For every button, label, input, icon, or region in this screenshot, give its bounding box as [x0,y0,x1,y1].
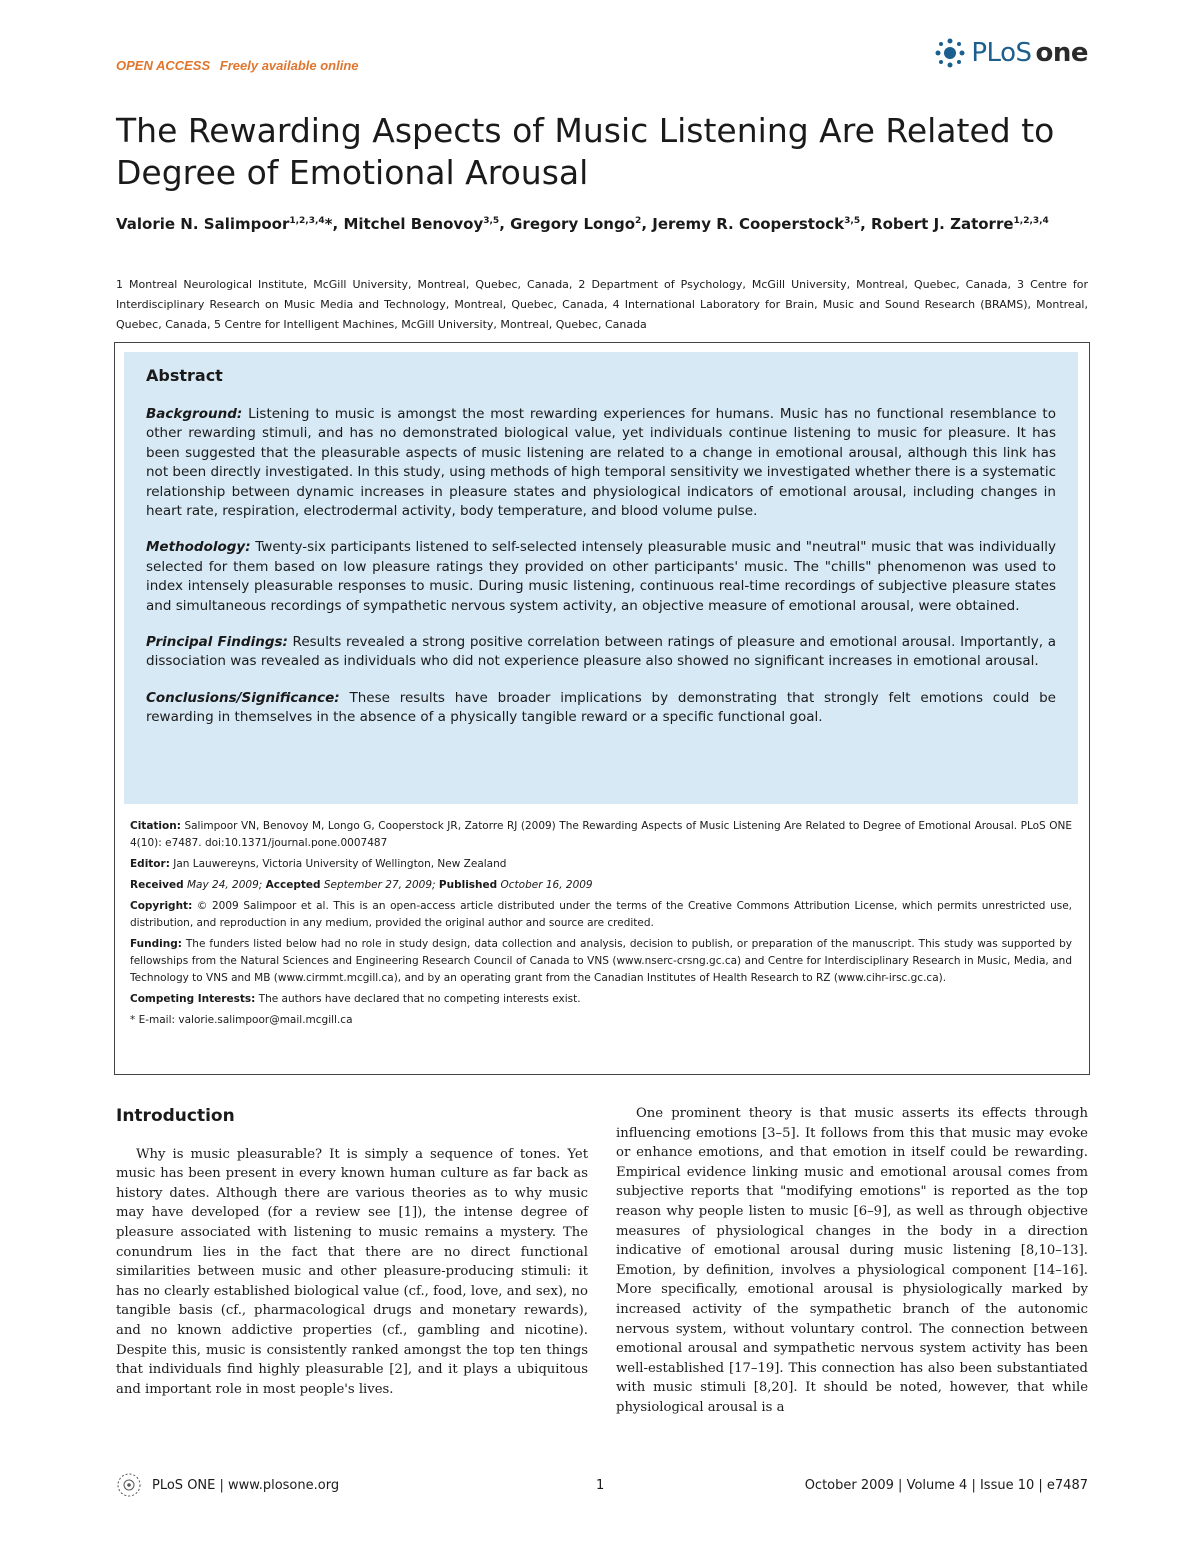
author-separator: , [860,215,872,233]
brand-one: one [1035,38,1088,68]
abstract-findings [146,633,1056,672]
author-affiliation-sup: 1,2,3,4 [289,216,325,226]
author-name: Robert J. Zatorre [871,215,1014,233]
author-list [116,210,1086,235]
footer-issue: October 2009 | Volume 4 | Issue 10 | e7487 [804,1477,1088,1493]
brand-plos: PLoS [971,38,1032,68]
abstract-text: These results have broader implications by demonstrating that strongly felt emotions could be rewarding in themselves in the absence of a physically tangible reward or a specific functional goal. [146,689,1056,726]
corresponding-email: * E-mail: valorie.salimpoor@mail.mcgill.ca [130,1014,353,1026]
abstract-text: Results revealed a strong positive correlation between ratings of pleasure and emotional arousal. Importantly, a dissociation was revealed as individuals who did not experience pleasure also showed no significant increases in emotional arousal. [146,634,1056,670]
frame-rule-top [114,342,1090,343]
meta-text: October 16, 2009 [497,879,593,891]
author-name: Valorie N. Salimpoor [116,215,290,233]
frame-rule-bottom [114,1074,1090,1075]
abstract-text: Twenty-six participants listened to self-selected intensely pleasurable music and "neutral" music that was individually selected for them based on low pleasure ratings they provided on other participants' music. The "chills" phenomenon was used to index intensely pleasurable responses to music. During music listening, continuous real-time recordings of subjective pleasure states and simultaneous recordings of sympathetic nervous system activity, an objective measure of emotional arousal, were obtained. [146,539,1056,614]
author-separator: , [641,215,653,233]
meta-label: Funding: [130,938,182,950]
page-number: 1 [596,1477,605,1493]
meta-text: May 24, 2009; [183,879,266,891]
meta-label: Competing Interests: [130,993,256,1005]
body-column-right [616,1104,1088,1418]
freely-available-label: Freely available online [219,58,359,73]
abstract-label: Methodology: [146,539,251,556]
abstract-heading: Abstract [146,366,223,385]
brand-text [971,38,1088,68]
plos-footer-logo-icon [116,1472,142,1498]
editor [130,856,1072,873]
meta-text: September 27, 2009; [320,879,439,891]
frame-rule-right [1089,342,1090,1075]
author-affiliation-sup: 3,5 [483,216,500,226]
meta-text: Jan Lauwereyns, Victoria University of Wellington, New Zealand [169,858,507,870]
open-access-banner [116,58,359,73]
funding [130,936,1072,987]
citation [130,818,1072,852]
meta-label: Received [130,879,184,891]
abstract-background [146,405,1056,521]
frame-rule-left [114,342,115,1075]
plos-one-logo [933,36,1088,70]
author-affiliation-sup: 2 [635,216,642,226]
author-name: Mitchel Benovoy [343,215,484,233]
article-metadata [124,818,1078,1033]
introduction-heading: Introduction [116,1106,235,1126]
abstract-methodology [146,538,1056,616]
abstract-label: Principal Findings: [146,634,288,651]
competing-interests [130,991,1072,1008]
meta-label: Published [438,879,498,891]
meta-label: Editor: [130,858,170,870]
copyright [130,898,1072,932]
meta-label: Accepted [265,879,321,891]
paper-title: The Rewarding Aspects of Music Listening Are Related to Degree of Emotional Arousal [116,111,1055,192]
author-name: Jeremy R. Cooperstock [652,215,845,233]
meta-text: The authors have declared that no competing interests exist. [255,993,581,1005]
body-paragraph: One prominent theory is that music asserts its effects through influencing emotions [3–5]. It follows from this that music may evoke or enhance emotions, and that emotion in itself could be rewarding. Empirical evidence linking music and emotional arousal comes from subjective reports that "modifying emotions" is reported as the top reason why people listen to music [6–9], as well as through objective measures of physiological changes in the body in a direction indicative of emotional arousal during music listening [8,10–13]. Emotion, by definition, involves a physiological component [14–16]. More specifically, emotional arousal is physiologically marked by increased activity of the sympathetic branch of the autonomic nervous system, without voluntary control. The connection between emotional arousal and sympathetic nervous system activity has been well-established [17–19]. This connection has also been substantiated with music stimuli [8,20]. It should be noted, however, that while physiological arousal is a [616,1106,1088,1415]
author-separator: , [499,215,511,233]
abstract-text: Listening to music is amongst the most rewarding experiences for humans. Music has no functional resemblance to other rewarding stimuli, and has no demonstrated biological value, yet individuals continue listening to music for pleasure. It has been suggested that the pleasurable aspects of music listening are related to a change in emotional arousal, although this link has not been directly investigated. In this study, using methods of high temporal sensitivity we investigated whether there is a systematic relationship between dynamic increases in pleasure states and physiological indicators of emotional arousal, including changes in heart rate, respiration, electrodermal activity, body temperature, and blood volume pulse. [146,406,1056,520]
abstract-box [124,352,1078,804]
meta-text: © 2009 Salimpoor et al. This is an open-access article distributed under the terms of the Creative Commons Attribution License, which permits unrestricted use, distribution, and reproduction in any medium, provided the original author and source are credited. [130,900,1072,929]
open-access-label: OPEN ACCESS [116,58,211,73]
page-footer [116,1470,1088,1500]
plos-dots-icon [933,36,967,70]
affiliations: 1 Montreal Neurological Institute, McGill University, Montreal, Quebec, Canada, 2 Department of Psychology, McGill University, Montreal, Quebec, Canada, 3 Centre for Interdisciplinary Research on Music Media and Technology, Montreal, Quebec, Canada, 4 International Laboratory for Brain, Music and Sound Research (BRAMS), Montreal, Quebec, Canada, 5 Centre for Intelligent Machines, McGill University, Montreal, Quebec, Canada [116,278,1088,331]
abstract-label: Background: [146,406,243,422]
footer-journal-text: PLoS ONE | www.plosone.org [152,1477,340,1493]
meta-label: Citation: [130,820,181,832]
author-affiliation-sup: 3,5 [844,216,861,226]
author-affiliation-sup: 1,2,3,4 [1013,216,1049,226]
author-name: Gregory Longo [510,215,636,233]
body-paragraph: Why is music pleasurable? It is simply a sequence of tones. Yet music has been present in every known human culture as far back as history dates. Although there are various theories as to why music may have developed (for a review see [1]), the intense degree of pleasure associated with listening to music remains a mystery. The conundrum lies in the fact that there are no direct functional similarities between music and other pleasure-producing stimuli: it has no clearly established biological value (cf., food, love, and sex), no tangible basis (cf., pharmacological drugs and monetary rewards), and no known addictive properties (cf., gambling and nicotine). Despite this, music is consistently ranked amongst the top ten things that individuals find highly pleasurable [2], and it plays a ubiquitous and important role in most people's lives. [116,1146,588,1397]
meta-text: Salimpoor VN, Benovoy M, Longo G, Cooperstock JR, Zatorre RJ (2009) The Rewarding Aspects of Music Listening Are Related to Degree of Emotional Arousal. PLoS ONE 4(10): e7487. doi:10.1371/journal.pone.0007487 [130,820,1072,849]
dates [130,877,1072,894]
meta-label: Copyright: [130,900,193,912]
abstract-conclusions [146,689,1056,728]
meta-text: The funders listed below had no role in study design, data collection and analysis, decision to publish, or preparation of the manuscript. This study was supported by fellowships from the Natural Sciences and Engineering Research Council of Canada to VNS (www.nserc-crsng.gc.ca) and Centre for Interdisciplinary Research in Music, Media, and Technology to VNS and MB (www.cirmmt.mcgill.ca), and by an operating grant from the Canadian Institutes of Health Research to RZ (www.cihr-irsc.gc.ca). [130,938,1072,984]
footer-journal [116,1472,516,1498]
abstract-label: Conclusions/Significance: [146,689,340,706]
body-column-left [116,1104,588,1399]
author-separator: *, [324,215,344,233]
